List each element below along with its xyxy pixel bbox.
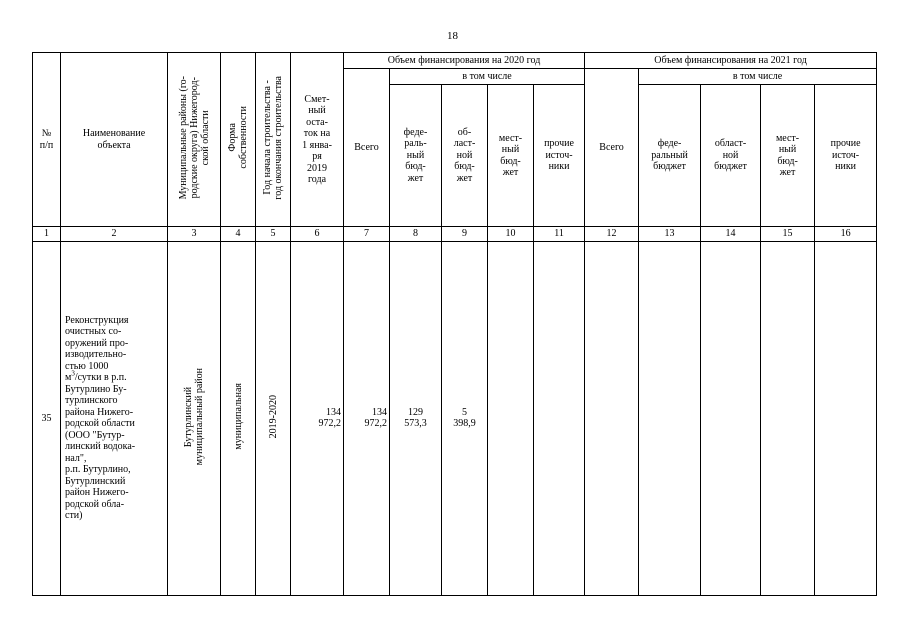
header-municipality-cell [168, 53, 221, 227]
header-other-2021: прочие источ- ники [815, 85, 877, 227]
column-number: 15 [761, 227, 815, 242]
header-local-2020: мест- ный бюд- жет [488, 85, 534, 227]
financing-table [32, 52, 877, 596]
header-including-2021: в том числе [639, 69, 877, 85]
row-local-2021 [761, 241, 815, 596]
row-other-2020 [534, 241, 585, 596]
row-total-2020: 134 972,2 [344, 241, 390, 596]
row-ownership: муниципальная [232, 383, 244, 450]
column-number: 14 [701, 227, 761, 242]
row-total-2021 [585, 241, 639, 596]
table-row [33, 241, 877, 596]
header-local-2021: мест- ный бюд- жет [761, 85, 815, 227]
row-regional-2021 [701, 241, 761, 596]
column-number: 6 [291, 227, 344, 242]
row-num: 35 [33, 241, 61, 596]
column-number: 5 [256, 227, 291, 242]
column-number: 3 [168, 227, 221, 242]
row-federal-2021 [639, 241, 701, 596]
row-name-part-2: /сутки в р.п. Бутурлино Бу- турлинского района Нижего- родской области (ООО "Бутур- линский водока- нал", р.п. Бутурлино, Бутурлинский район Нижего- родской обла- сти) [65, 372, 136, 522]
column-number: 11 [534, 227, 585, 242]
column-number: 2 [61, 227, 168, 242]
row-regional-2020: 5 398,9 [442, 241, 488, 596]
header-federal-2021: феде- ральный бюджет [639, 85, 701, 227]
header-fin-2021: Объем финансирования на 2021 год [585, 53, 877, 69]
row-federal-2020: 129 573,3 [390, 241, 442, 596]
row-other-2021 [815, 241, 877, 596]
row-ownership-cell [221, 241, 256, 596]
row-municipality: Бутурлинский муниципальный район [183, 367, 205, 466]
header-including-2020: в том числе [390, 69, 585, 85]
header-ownership-cell [221, 53, 256, 227]
header-years-cell [256, 53, 291, 227]
header-fin-2020: Объем финансирования на 2020 год [344, 53, 585, 69]
row-years: 2019-2020 [267, 394, 279, 439]
row-municipality-cell [168, 241, 221, 596]
column-number: 8 [390, 227, 442, 242]
column-number: 4 [221, 227, 256, 242]
header-federal-2020: феде- раль- ный бюд- жет [390, 85, 442, 227]
header-total-2021: Всего [585, 69, 639, 227]
header-regional-2021: област- ной бюджет [701, 85, 761, 227]
column-number: 10 [488, 227, 534, 242]
column-number: 12 [585, 227, 639, 242]
header-years: Год начала строительства - год окончания строительства [262, 75, 284, 200]
header-num: № п/п [33, 53, 61, 227]
column-number: 1 [33, 227, 61, 242]
header-total-2020: Всего [344, 69, 390, 227]
header-regional-2020: об- ласт- ной бюд- жет [442, 85, 488, 227]
header-ownership: Форма собственности [227, 106, 249, 170]
column-number: 9 [442, 227, 488, 242]
column-number: 7 [344, 227, 390, 242]
header-municipality: Муниципальные районы (го- родские округа) Нижегород- ской области [177, 76, 211, 200]
column-number: 16 [815, 227, 877, 242]
row-name-superscript: 3 [71, 369, 75, 378]
row-name-part-1: Реконструкция очистных со- оружений про- изводительно- стью 1000 м [65, 314, 129, 384]
header-balance: Смет- ный остa- ток на 1 янва- ря 2019 года [291, 53, 344, 227]
row-object-name [61, 241, 168, 596]
row-years-cell [256, 241, 291, 596]
page-number: 18 [447, 30, 458, 42]
row-local-2020 [488, 241, 534, 596]
header-name: Наименование объекта [61, 53, 168, 227]
column-number: 13 [639, 227, 701, 242]
row-balance: 134 972,2 [291, 241, 344, 596]
header-other-2020: прочие источ- ники [534, 85, 585, 227]
